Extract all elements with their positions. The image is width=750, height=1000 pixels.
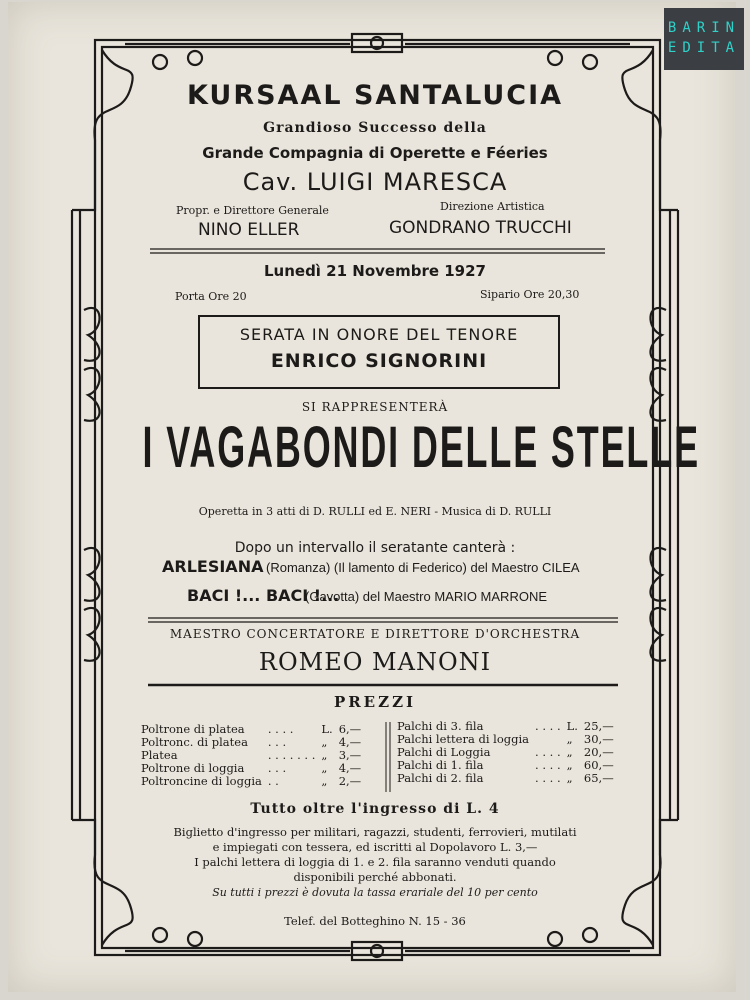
price-value: 65,— [583,771,614,785]
honor-box [198,315,560,389]
price-item: Poltronc. di platea [141,735,248,749]
price-value: 4,— [338,735,362,749]
price-currency: „ [321,761,328,775]
artistic-director-name: GONDRANO TRUCCHI [389,218,572,238]
box-office-phone: Telef. del Botteghino N. 15 - 36 [284,914,466,928]
price-item: Poltroncine di loggia [141,774,262,788]
price-dots: . . . . [535,771,561,785]
entrance-fee-note: Tutto oltre l'ingresso di L. 4 [250,801,500,817]
ticket-note-line4: disponibili perché abbonati. [293,870,457,884]
price-currency: „ [566,732,573,746]
price-value: 30,— [583,732,614,746]
price-dots: . . . [267,735,287,749]
price-currency: „ [321,748,328,762]
event-date: Lunedì 21 Novembre 1927 [263,262,486,280]
price-dots: . . . . [535,745,561,759]
price-value: 3,— [338,748,362,762]
price-item: Palchi lettera di loggia [397,732,530,746]
director-name: NINO ELLER [198,220,300,240]
show-title: I VAGABONDI DELLE STELLE [142,415,700,480]
artistic-direction-label: Direzione Artistica [440,200,545,213]
venue-title: KURSAAL SANTALUCIA [186,80,564,111]
prices-left-table [138,723,364,788]
will-perform-label: SI RAPPRESENTERÀ [301,400,449,414]
price-dots: . . . . [535,719,561,733]
prices-right-table [394,720,617,785]
song-arlesiana-detail: (Romanza) (Il lamento di Federico) del Maestro CILEA [266,560,580,575]
curtain-time: Sipario Ore 20,30 [480,288,580,301]
intermission-note: Dopo un intervallo il seratante canterà : [234,540,516,556]
price-currency: „ [566,758,573,772]
ticket-note-line1: Biglietto d'ingresso per militari, ragazzi, studenti, ferrovieri, mutilati [173,825,577,839]
watermark-line2: EDITA [667,40,741,56]
conductor-name: ROMEO MANONI [258,648,492,676]
director-label: Propr. e Direttore Generale [176,204,329,217]
success-line: Grandioso Successo della [263,120,487,136]
ticket-note-line2: e impiegati con tessera, ed iscritti al Dopolavoro L. 3,— [212,840,538,854]
price-row [394,772,617,785]
price-dots: . . . . [267,722,294,736]
price-value: 60,— [583,758,614,772]
price-currency: L. [321,722,333,736]
price-value: 25,— [583,719,614,733]
price-currency: L. [566,719,578,733]
price-item: Poltrone di loggia [141,761,245,775]
conductor-label: MAESTRO CONCERTATORE E DIRETTORE D'ORCHESTRA [169,627,581,641]
door-time: Porta Ore 20 [175,290,247,303]
price-item: Palchi di 1. fila [397,758,484,772]
song-baci-detail: (Gavotta) del Maestro MARIO MARRONE [305,589,547,604]
tenor-name: ENRICO SIGNORINI [270,350,488,372]
honor-line: SERATA IN ONORE DEL TENORE [239,325,519,344]
price-row [138,775,364,788]
price-dots: . . [267,774,279,788]
price-dots: . . . [267,761,287,775]
price-currency: „ [566,771,573,785]
price-dots: . . . . [535,758,561,772]
price-item: Palchi di 2. fila [397,771,484,785]
operetta-credits: Operetta in 3 atti di D. RULLI ed E. NERI - Musica di D. RULLI [198,505,552,518]
price-item: Palchi di 3. fila [397,719,484,733]
company-line: Grande Compagnia di Operette e Féeries [202,144,548,162]
song-baci: BACI !... BACI !... [187,586,340,605]
cavaliere-name: Cav. LUIGI MARESCA [242,168,508,196]
price-currency: „ [321,735,328,749]
price-item: Poltrone di platea [141,722,245,736]
price-value: 4,— [338,761,362,775]
watermark-logo [664,8,744,70]
ticket-note-line3: I palchi lettera di loggia di 1. e 2. fila saranno venduti quando [194,855,556,869]
price-item: Palchi di Loggia [397,745,491,759]
song-arlesiana: ARLESIANA [162,557,264,576]
tax-note: Su tutti i prezzi è dovuta la tassa erariale del 10 per cento [212,886,538,899]
price-value: 6,— [338,722,362,736]
watermark-line1: BARIN [667,20,741,36]
prices-heading: PREZZI [333,693,417,711]
price-item: Platea [141,748,178,762]
price-currency: „ [321,774,328,788]
price-dots: . . . . . . . [267,748,316,762]
price-value: 20,— [583,745,614,759]
price-value: 2,— [338,774,362,788]
price-currency: „ [566,745,573,759]
